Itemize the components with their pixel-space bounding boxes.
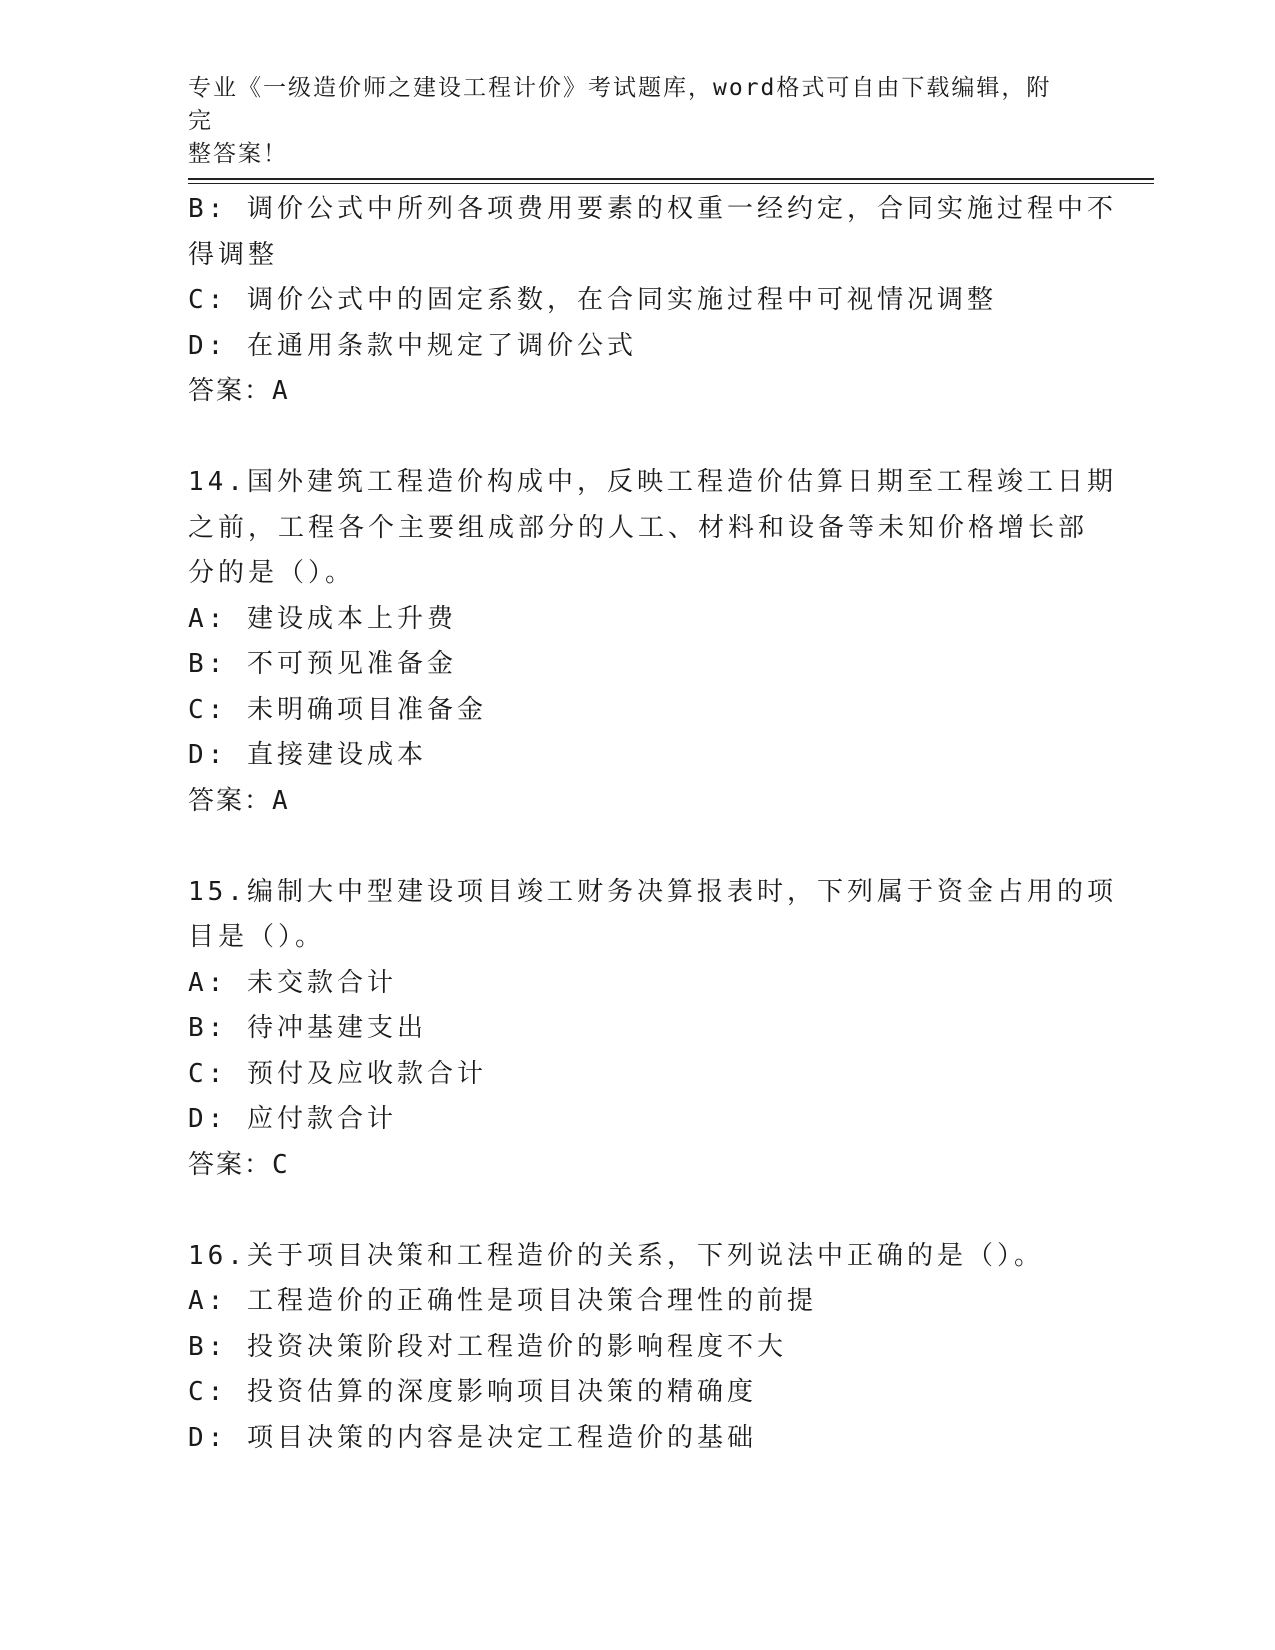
option-c: C: 未明确项目准备金 bbox=[188, 694, 487, 725]
answer-value: A bbox=[272, 376, 290, 406]
question-stem-line-3: 分的是（）。 bbox=[188, 558, 356, 588]
header-divider-thin bbox=[188, 183, 1154, 184]
option-a: A: 建设成本上升费 bbox=[188, 603, 457, 634]
option-b: B: 待冲基建支出 bbox=[188, 1013, 427, 1043]
spacer bbox=[188, 415, 1088, 461]
answer-label: 答案： bbox=[188, 1149, 273, 1180]
question-15 bbox=[188, 870, 1117, 1189]
document-header bbox=[188, 72, 1068, 171]
spacer bbox=[188, 1188, 1088, 1234]
option-c: C: 预付及应收款合计 bbox=[188, 1058, 487, 1089]
option-c: C: 投资估算的深度影响项目决策的精确度 bbox=[188, 1377, 757, 1407]
answer-value: C bbox=[272, 1149, 290, 1180]
option-a: A: 未交款合计 bbox=[188, 967, 397, 998]
header-divider-thick bbox=[188, 178, 1154, 180]
option-d: D: 应付款合计 bbox=[188, 1104, 397, 1134]
option-a: A: 工程造价的正确性是项目决策合理性的前提 bbox=[188, 1286, 817, 1316]
header-text-line-2: 整答案！ bbox=[188, 141, 288, 167]
option-c: C: 调价公式中的固定系数，在合同实施过程中可视情况调整 bbox=[188, 285, 997, 315]
option-b: B: 不可预见准备金 bbox=[188, 649, 457, 679]
answer-label: 答案： bbox=[188, 785, 273, 816]
question-14 bbox=[188, 460, 1117, 824]
document-body bbox=[188, 187, 1117, 1461]
answer-label: 答案： bbox=[188, 376, 273, 406]
answer-line bbox=[188, 1143, 1088, 1189]
question-stem-line-1: 16.关于项目决策和工程造价的关系，下列说法中正确的是（）。 bbox=[188, 1240, 1044, 1271]
option-d: D: 在通用条款中规定了调价公式 bbox=[188, 330, 637, 361]
question-16 bbox=[188, 1234, 1088, 1462]
answer-line bbox=[188, 369, 1088, 415]
question-stem-line-2: 目是（）。 bbox=[188, 922, 326, 952]
option-d: D: 直接建设成本 bbox=[188, 740, 427, 770]
option-b-line-2: 得调整 bbox=[188, 239, 279, 270]
option-b-line-1: B: 调价公式中所列各项费用要素的权重一经约定，合同实施过程中不 bbox=[188, 194, 1117, 224]
header-text-line-1: 专业《一级造价师之建设工程计价》考试题库，word格式可自由下载编辑，附完 bbox=[188, 75, 1052, 134]
question-stem-line-1: 14.国外建筑工程造价构成中，反映工程造价估算日期至工程竣工日期 bbox=[188, 467, 1117, 497]
answer-value: A bbox=[272, 785, 290, 816]
option-b: B: 投资决策阶段对工程造价的影响程度不大 bbox=[188, 1331, 787, 1362]
question-13-continued bbox=[188, 187, 1117, 415]
spacer bbox=[188, 824, 1088, 870]
question-stem-line-2: 之前，工程各个主要组成部分的人工、材料和设备等未知价格增长部 bbox=[188, 512, 1089, 543]
question-stem-line-1: 15.编制大中型建设项目竣工财务决算报表时，下列属于资金占用的项 bbox=[188, 876, 1117, 907]
answer-line bbox=[188, 779, 1088, 825]
option-d: D: 项目决策的内容是决定工程造价的基础 bbox=[188, 1422, 757, 1453]
